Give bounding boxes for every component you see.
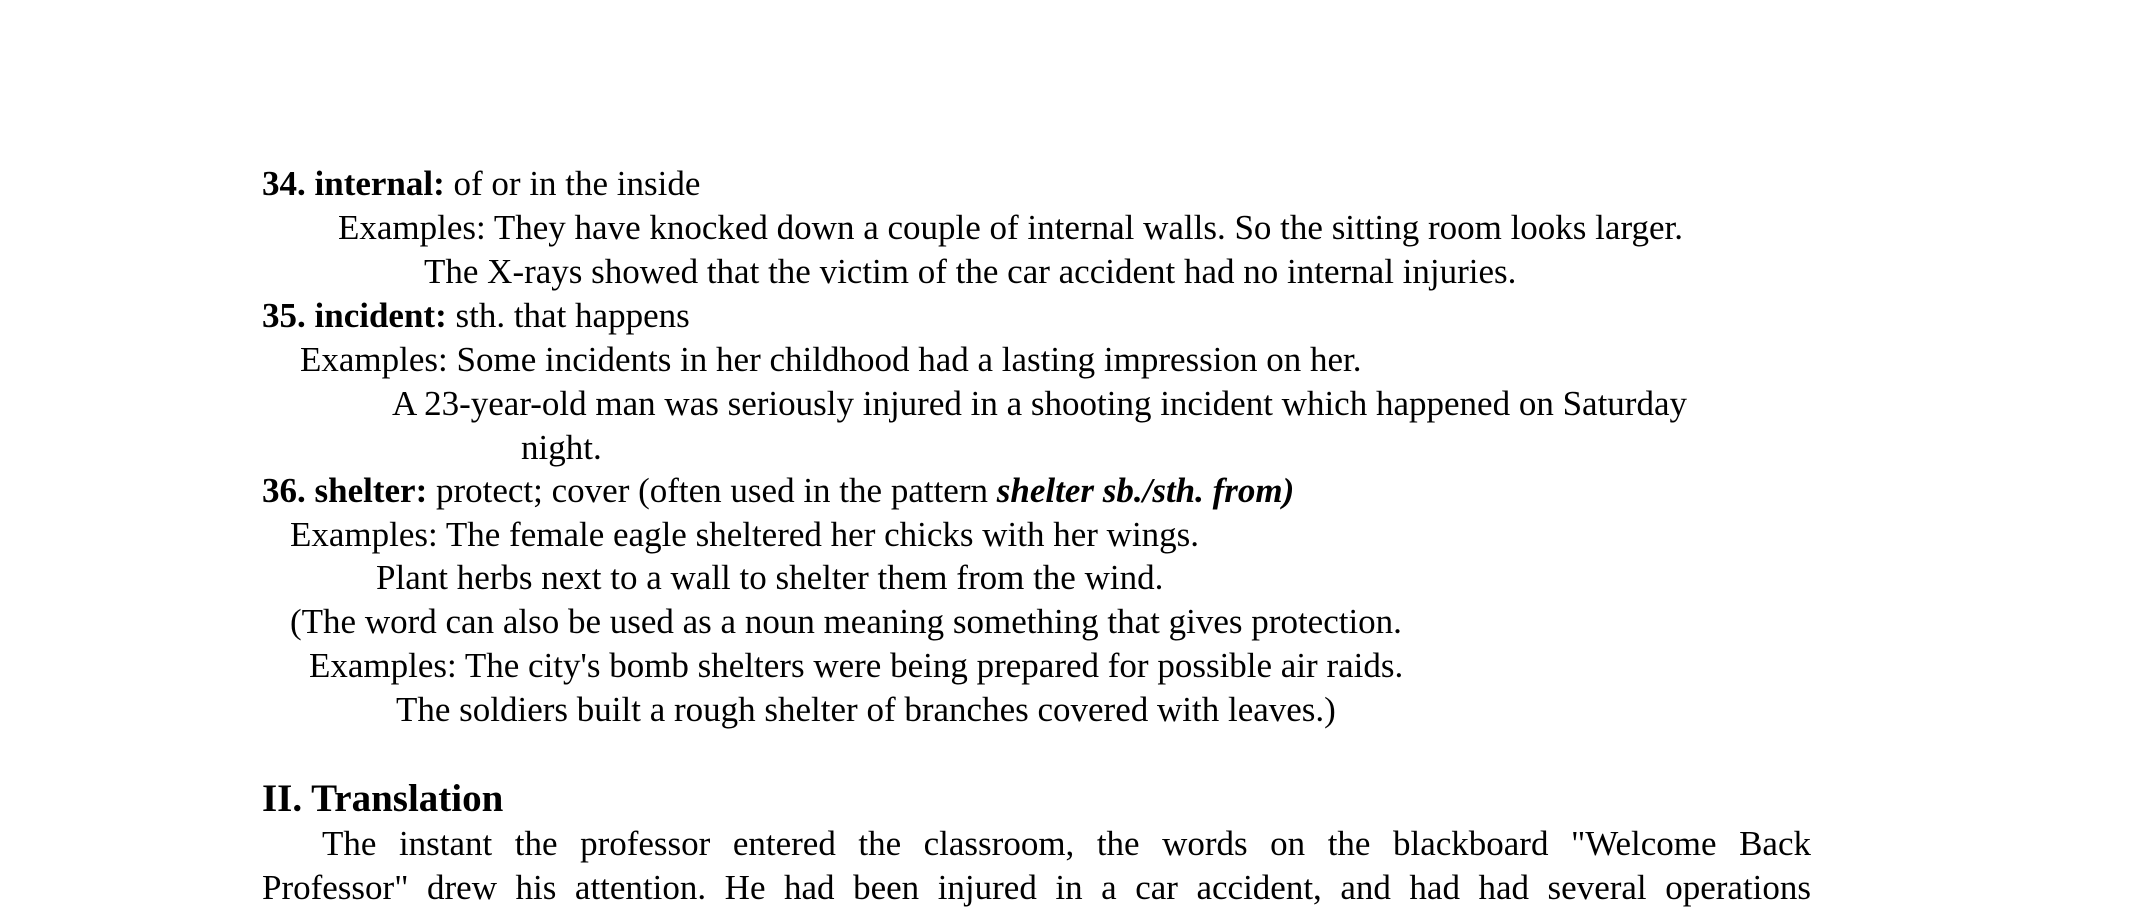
entry-36-example-1-line <box>290 513 1199 557</box>
entry-35-example-1-line <box>300 338 1362 382</box>
entry-36-definition: protect; cover (often used in the pattern <box>435 471 988 510</box>
entry-36-term: 36. shelter: <box>262 471 428 510</box>
entry-35-term: 35. incident: <box>262 296 447 335</box>
entry-34-example-1: They have knocked down a couple of internal walls. So the sitting room looks larger. <box>493 208 1683 247</box>
examples-label: Examples: <box>290 515 438 554</box>
entry-36-example-3: The city's bomb shelters were being prepared for possible air raids. <box>464 646 1404 685</box>
entry-36-heading-line <box>262 469 1294 513</box>
examples-label: Examples: <box>338 208 486 247</box>
translation-paragraph-line-2: Professor" drew his attention. He had been injured in a car accident, and had had several operations <box>262 868 1811 907</box>
entry-35-example-2b: night. <box>521 428 602 467</box>
examples-label: Examples: <box>300 340 448 379</box>
examples-label: Examples: <box>309 646 457 685</box>
entry-34-example-1-line <box>338 206 1683 250</box>
entry-36-example-1: The female eagle sheltered her chicks with her wings. <box>445 515 1200 554</box>
entry-36-noun-note: (The word can also be used as a noun meaning something that gives protection. <box>290 602 1402 641</box>
entry-34-example-2: The X-rays showed that the victim of the car accident had no internal injuries. <box>424 252 1517 291</box>
entry-34-heading-line <box>262 162 700 206</box>
entry-34-term: 34. internal: <box>262 164 445 203</box>
entry-35-definition: sth. that happens <box>455 296 690 335</box>
entry-35-heading-line <box>262 294 690 338</box>
section-heading-translation: II. Translation <box>262 777 504 820</box>
entry-36-example-4: The soldiers built a rough shelter of branches covered with leaves.) <box>396 690 1336 729</box>
entry-36-example-3-line <box>309 644 1403 688</box>
translation-paragraph-line-1: The instant the professor entered the classroom, the words on the blackboard "Welcome Back <box>322 824 1811 863</box>
entry-35-example-2a: A 23-year-old man was seriously injured in a shooting incident which happened on Saturday <box>392 384 1687 423</box>
entry-36-pattern: shelter sb./sth. from) <box>996 471 1295 510</box>
entry-34-definition: of or in the inside <box>453 164 701 203</box>
entry-36-example-2: Plant herbs next to a wall to shelter them from the wind. <box>376 558 1164 597</box>
entry-35-example-1: Some incidents in her childhood had a lasting impression on her. <box>456 340 1362 379</box>
